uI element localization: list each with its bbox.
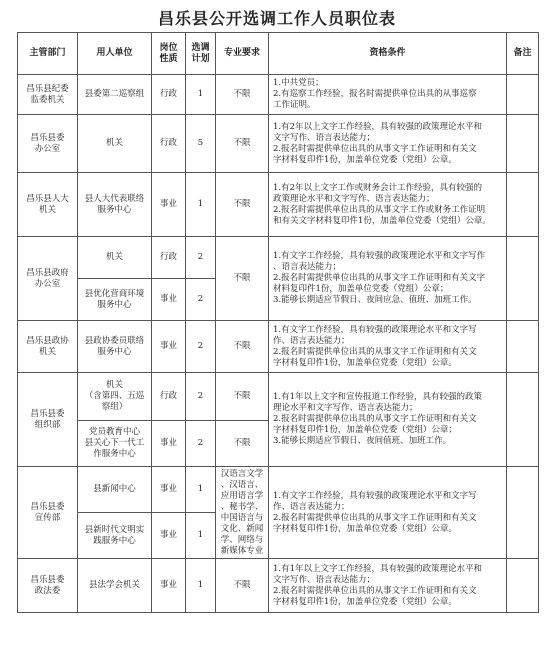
table-row bbox=[18, 467, 539, 513]
plan-cell: 2 bbox=[186, 279, 216, 321]
unit-cell: 县新时代文明实 践服务中心 bbox=[78, 513, 152, 559]
unit-cell: 县优化营商环境 服务中心 bbox=[78, 279, 152, 321]
note-cell bbox=[507, 115, 539, 173]
note-cell bbox=[507, 321, 539, 373]
header-major: 专业要求 bbox=[216, 33, 269, 75]
unit-cell: 县新闻中心 bbox=[78, 467, 152, 513]
table-row bbox=[18, 75, 539, 115]
unit-cell: 县人大代表联络 服务中心 bbox=[78, 173, 152, 237]
note-cell bbox=[507, 237, 539, 321]
plan-cell: 2 bbox=[186, 373, 216, 421]
position-table bbox=[17, 32, 539, 613]
plan-cell: 2 bbox=[186, 321, 216, 373]
qual-cell: 1.有1年以上文字工作经验，具有较强的政策理论水平和 文字写作、语言表达能力； 2.报名时需提供单位出具的从事文字工作证明和有关文 字材料复印件1份，加盖单位党委（党组）公章。 bbox=[269, 559, 507, 613]
note-cell bbox=[507, 559, 539, 613]
qual-cell: 1.中共党员； 2.有巡察工作经验，报名时需提供单位出具的从事巡察 工作证明。 bbox=[269, 75, 507, 115]
header-dept: 主管部门 bbox=[18, 33, 78, 75]
note-cell bbox=[507, 373, 539, 467]
plan-cell: 5 bbox=[186, 115, 216, 173]
major-cell: 不限 bbox=[216, 173, 269, 237]
dept-cell: 昌乐县委 组织部 bbox=[18, 373, 78, 467]
qual-cell: 1.有文字工作经验，具有较强的政策理论水平和文字写 作、语言表达能力； 2.报名时需提供单位出具的从事文字工作证明和有关文 字材料复印件1份，加盖单位党委（党组）公章。 bbox=[269, 467, 507, 559]
plan-cell: 1 bbox=[186, 173, 216, 237]
unit-cell: 机关 bbox=[78, 237, 152, 279]
dept-cell: 昌乐县政府 办公室 bbox=[18, 237, 78, 321]
unit-cell: 机关 （含第四、五巡 察组） bbox=[78, 373, 152, 421]
plan-cell: 1 bbox=[186, 467, 216, 513]
nature-cell: 行政 bbox=[152, 115, 186, 173]
page-title: 昌乐县公开选调工作人员职位表 bbox=[157, 9, 396, 28]
note-cell bbox=[507, 173, 539, 237]
major-cell: 不限 bbox=[216, 421, 269, 467]
table-row bbox=[18, 559, 539, 613]
note-cell bbox=[507, 467, 539, 559]
qual-cell: 1.有2年以上文字工作或财务会计工作经验，具有较强的 政策理论水平和文字写作、语言表达能力； 2.报名时需提供单位出具的从事文字工作或财务工作证明 和有关文字材料复印件1份，加盖单位党委（党组）公章。 bbox=[269, 173, 507, 237]
qual-cell: 1.有2年以上文字工作经验，具有较强的政策理论水平和 文字写作、语言表达能力； 2.报名时需提供单位出具的从事文字工作证明和有关文 字材料复印件1份，加盖单位党委（党组）公章。 bbox=[269, 115, 507, 173]
qual-cell: 1.有文字工作经验，具有较强的政策理论水平和文字写作 、语言表达能力； 2.报名时需提供单位出具的从事文字工作证明和有关文字 材料复印件1份，加盖单位党委（党组）公章； 3.能够长期适应节假日、夜间应急、值班、加班工作。 bbox=[269, 237, 507, 321]
unit-cell: 党员教育中心 县关心下一代工 作服务中心 bbox=[78, 421, 152, 467]
nature-cell: 事业 bbox=[152, 321, 186, 373]
major-cell: 不限 bbox=[216, 75, 269, 115]
header-plan: 选调 计划 bbox=[186, 33, 216, 75]
dept-cell: 昌乐县委 宣传部 bbox=[18, 467, 78, 559]
plan-cell: 1 bbox=[186, 513, 216, 559]
nature-cell: 事业 bbox=[152, 173, 186, 237]
major-cell: 不限 bbox=[216, 321, 269, 373]
major-cell: 不限 bbox=[216, 237, 269, 321]
qual-cell: 1.有文字工作经验，具有较强的政策理论水平和文字写 作、语言表达能力； 2.报名时需提供单位出具的从事文字工作证明和有关文 字材料复印件1份，加盖单位党委（党组）公章。 bbox=[269, 321, 507, 373]
nature-cell: 事业 bbox=[152, 559, 186, 613]
unit-cell: 县委第二巡察组 bbox=[78, 75, 152, 115]
major-cell: 汉语言文学 、汉语言、 应用语言学 、秘书学、 中国语言与 文化、新闻 学、网络与 新媒体专业 bbox=[216, 467, 269, 559]
dept-cell: 昌乐县委 政法委 bbox=[18, 559, 78, 613]
table-row bbox=[18, 115, 539, 173]
dept-cell: 昌乐县纪委 监委机关 bbox=[18, 75, 78, 115]
plan-cell: 2 bbox=[186, 237, 216, 279]
header-nature: 岗位 性质 bbox=[152, 33, 186, 75]
table-row bbox=[18, 237, 539, 279]
dept-cell: 昌乐县政协 机关 bbox=[18, 321, 78, 373]
plan-cell: 1 bbox=[186, 559, 216, 613]
unit-cell: 县法学会机关 bbox=[78, 559, 152, 613]
nature-cell: 事业 bbox=[152, 513, 186, 559]
nature-cell: 事业 bbox=[152, 279, 186, 321]
nature-cell: 行政 bbox=[152, 75, 186, 115]
plan-cell: 1 bbox=[186, 75, 216, 115]
nature-cell: 行政 bbox=[152, 373, 186, 421]
unit-cell: 机关 bbox=[78, 115, 152, 173]
header-unit: 用人单位 bbox=[78, 33, 152, 75]
header-note: 备注 bbox=[507, 33, 539, 75]
note-cell bbox=[507, 75, 539, 115]
major-cell: 不限 bbox=[216, 373, 269, 421]
table-row bbox=[18, 373, 539, 421]
major-cell: 不限 bbox=[216, 559, 269, 613]
table-row bbox=[18, 321, 539, 373]
dept-cell: 昌乐县人大 机关 bbox=[18, 173, 78, 237]
nature-cell: 事业 bbox=[152, 421, 186, 467]
table-header-row bbox=[18, 33, 539, 75]
unit-cell: 县政协委员联络 服务中心 bbox=[78, 321, 152, 373]
nature-cell: 事业 bbox=[152, 467, 186, 513]
qual-cell: 1.有1年以上文字和宣传报道工作经验，具有较强的政策 理论水平和文字写作、语言表达能力； 2.报名时需提供单位出具的从事文字工作证明和有关文 字材料复印件1份，加盖单位党委（党组）公章； 3.能够长期适应节假日、夜间值班、加班工作。 bbox=[269, 373, 507, 467]
nature-cell: 行政 bbox=[152, 237, 186, 279]
dept-cell: 昌乐县委 办公室 bbox=[18, 115, 78, 173]
major-cell: 不限 bbox=[216, 115, 269, 173]
plan-cell: 2 bbox=[186, 421, 216, 467]
table-row bbox=[18, 173, 539, 237]
header-qual: 资格条件 bbox=[269, 33, 507, 75]
